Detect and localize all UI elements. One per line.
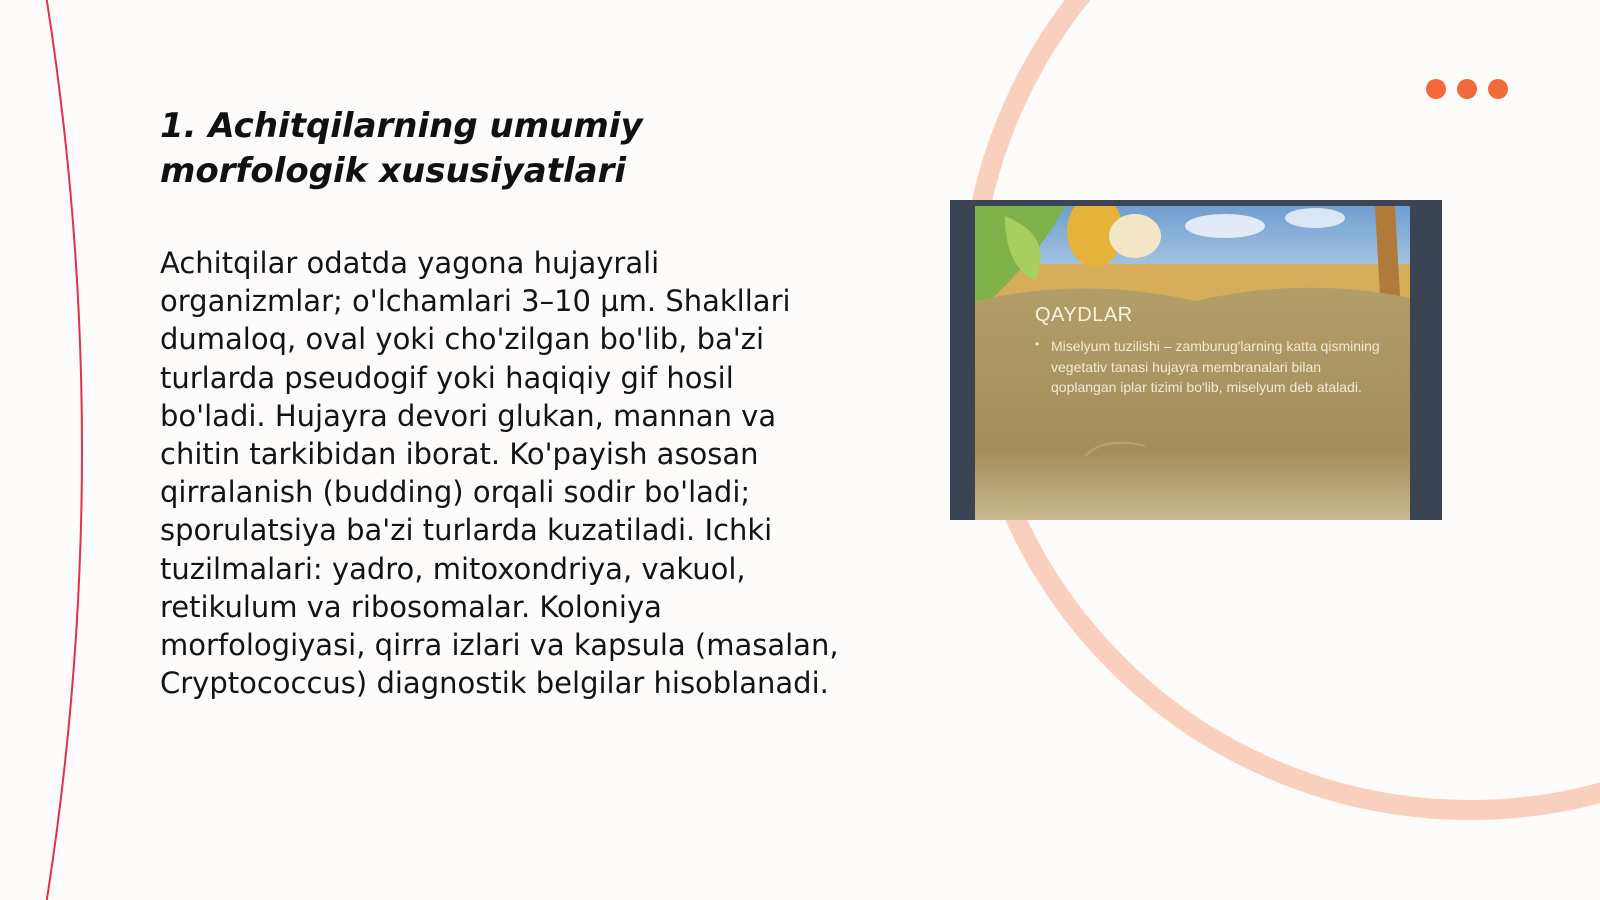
dot [1426,79,1446,99]
embedded-slide-bullet: • Miselyum tuzilishi – zamburug'larning katta qismining vegetativ tanasi hujayra membranalari bilan qoplangan iplar tizimi bo'lib, miselyum deb ataladi. [1051,336,1381,398]
dot [1457,79,1477,99]
embedded-slide-content [975,206,1410,520]
grain [1109,214,1161,258]
embedded-slide-image [950,200,1442,520]
dot [1488,79,1508,99]
decorative-left-line [46,0,82,900]
embedded-slide-heading: QAYDLAR [1035,304,1133,326]
cloud [1285,208,1345,228]
three-dots-icon[interactable] [1426,79,1508,99]
slide-body-text: Achitqilar odatda yagona hujayrali organizmlar; o'lchamlari 3–10 µm. Shakllari dumaloq, oval yoki cho'zilgan bo'lib, ba'zi turlarda pseudogif yoki haqiqiy gif hosil bo'ladi. Hujayra devori glukan, mannan va chitin tarkibidan iborat. Ko'payish asosan qirralanish (budding) orqali sodir bo'ladi; sporulatsiya ba'zi turlarda kuzatiladi. Ichki tuzilmalari: yadro, mitoxondriya, vakuol, retikulum va ribosomalar. Koloniya morfologiyasi, qirra izlari va kapsula (masalan, Cryptococcus) diagnostik belgilar hisoblanadi. [160,246,839,701]
slide-title: 1. Achitqilarning umumiy morfologik xususiyatlari [160,106,643,191]
cloud [1185,214,1265,238]
